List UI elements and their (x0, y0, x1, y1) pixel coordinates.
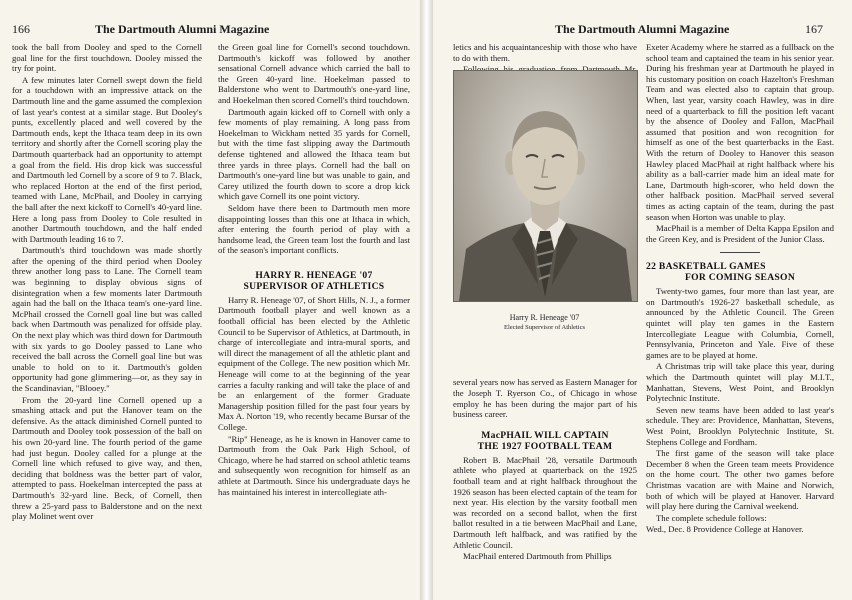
heading-line: THE 1927 FOOTBALL TEAM (477, 440, 613, 452)
page-number: 167 (805, 22, 823, 36)
paragraph: Dartmouth's third touchdown was made shortly after the opening of the third period when Dooley threw another long pass to Lane. The Cornell team was beginning to display obvious signs of disintegration when a few moments later Dartmouth again had the ball on the Ithaca team's one-yard line. McPhail crossed the Cornell goal line but was called back when Dartmouth was penalized for offside play. On the next play which was third down for Dartmouth with six yards to go Dooley passed to Lane who received the ball across the Cornell goal line but was unable to hold on to it. Dartmouth's golden opportunity had gone glimmering—or, as they say in the Scandinavian, "Blooey." (12, 245, 202, 393)
paragraph: the Green goal line for Cornell's second touchdown. Dartmouth's kickoff was followed by another sensational Cornell advance which carried the ball to the Green 40-yard line. Hoekelman passed to Balderstone who went to Dartmouth's one-yard line, and Hoekelman then scored Cornell's third touchdown. (218, 42, 410, 105)
right-page-number (805, 22, 823, 36)
paragraph: Dartmouth again kicked off to Cornell with only a few moments of play remaining. A long pass from Hoekelman to Wickham netted 35 yards for Cornell, but with the time fast slipping away the Dartmouth defense tightened and allowed the Ithaca team but three yards in three plays. Cornell had the ball on Dartmouth's one-yard line but was unable to gain, and Carey utilized the fourth down to score a drop kick which gave Cornell its one point victory. (218, 106, 410, 202)
heneage-portrait-photo (453, 70, 638, 302)
section-divider (720, 252, 760, 253)
paragraph: A Christmas trip will take place this year, during which the Dartmouth quintet will play M.I.T., Manhattan, Stevens, West Point, and Brooklyn Polytechnic Institute. (646, 361, 834, 404)
heneage-heading (218, 270, 410, 292)
paragraph: From the 20-yard line Cornell opened up a smashing attack and put the Hanover team on the defensive. As the attack diminished Cornell punted to Dartmouth and Dooley took possession of the ball on his own 20-yard line. The fourth period of the game had just begun. Dooley called for a plunge at the Cornell line which refused to give way, and then, deciding that boldness was the better part of valor, attempted to pass. Hoekelman intercepted the pass at Dartmouth's 32-yard line. Beck, of Cornell, then threw a 25-yard pass to Balderstone and on the next play Molinet went over (12, 394, 202, 522)
macphail-heading (453, 430, 637, 452)
paragraph: Seven new teams have been added to last year's schedule. They are: Providence, Manhattan, Stevens, West Point, Brooklyn Polytechnic Institute, St. Stephens College and Fordham. (646, 404, 834, 447)
left-page (0, 0, 420, 600)
heading-line: SUPERVISOR OF ATHLETICS (243, 280, 385, 292)
paragraph: letics and his acquaintanceship with those who have to do with them. (453, 42, 637, 63)
heading-line: FOR COMING SEASON (684, 272, 796, 284)
portrait-illustration (454, 71, 637, 301)
heading-line: 22 BASKETBALL GAMES (646, 261, 766, 273)
heading-line: HARRY R. HENEAGE '07 (255, 269, 373, 281)
paragraph: Harry R. Heneage '07, of Short Hills, N. J., a former Dartmouth football player and well known as a football official has been elected by the Athletic Council to be Supervisor of Athletics, at Dartmouth, in charge of intercollegiate and intra-mural sports, and will direct the management of all the athletic plant and equipment of the College. The new position which Mr. Heneage will come to at the beginning of the year carries a faculty ranking and will take the place of and be an enlargement of the former Graduate Managership position filled for the past four years by Max A. Norton '19, who recently became Bursar of the College. (218, 294, 410, 432)
left-column-1 (12, 42, 202, 597)
paragraph: "Rip" Heneage, as he is known in Hanover came to Dartmouth from the Oak Park High School, of Chicago, where he had starred on school athletic teams and subsequently won recognition for himself as an athlete at Dartmouth. Since his undergraduate days he has maintained his interest in intercollegiate ath- (218, 433, 410, 497)
basketball-heading (646, 261, 834, 283)
paragraph: Robert B. MacPhail '28, versatile Dartmouth athlete who played at quarterback on the 1925 football team and at right halfback throughout the 1926 season has been elected captain of the team for next year. His election by the varsity football men was recorded on a second ballot, when the first ballot resulted in a tie between MacPhail and Lane, Dartmouth left halfback, and was ratified by the Athletic Council. (453, 454, 637, 550)
paragraph: Twenty-two games, four more than last year, are on Dartmouth's 1926-27 basketball schedule, as announced by the Athletic Council. The Green quintet will play ten games in the Eastern Intercollegiate League with Columbia, Cornell, Pennsylvania, Princeton and Yale. Five of these games are to be played at home. (646, 286, 834, 360)
photo-caption-title: Elected Supervisor of Athletics (503, 324, 586, 331)
left-running-head: The Dartmouth Alumni Magazine (95, 22, 270, 36)
left-page-number (12, 22, 30, 36)
paragraph: Seldom have there been to Dartmouth men more disappointing losses than this one at Ithaca in which, after entering the fourth period of play with a handsome lead, the Green team lost the fourth and last of the season's important conflicts. (218, 202, 410, 256)
paragraph: A few minutes later Cornell swept down the field for a touchdown with an impressive attack on the Dartmouth line and the game assumed the complexion of last year's contest at a similar stage. But Dooley's punts, excellently placed and well covered by the Dartmouth ends, kept the Ithaca team deep in its own territory and shortly after the Cornell scoring play the Dartmouth quarterback had an opportunity to attempt a goal from the field. His drop kick was successful and Dartmouth led Cornell by a score of 9 to 7. Black, who replaced Horton at the end of the first period, teamed with Lane, McPhail, and Dooley in carrying the ball after the next kickoff to Cornell's 40-yard line. Here a long pass from Dooley to Cole resulted in another Dartmouth touchdown, and the half ended with Dartmouth leading 16 to 7. (12, 74, 202, 244)
page-number: 166 (12, 22, 30, 36)
heading-line: MacPHAIL WILL CAPTAIN (481, 429, 609, 441)
left-column-2 (218, 42, 410, 597)
right-running-head: The Dartmouth Alumni Magazine (555, 22, 730, 36)
paragraph: The first game of the season will take place December 8 when the Green team meets Providence on the home court. The other two games before Christmas vacation are with Maine and Norwich, both of which will be played at Hanover. Harvard will play here during the Carnival weekend. (646, 448, 834, 512)
right-column-2 (646, 42, 834, 597)
paragraph: Exeter Academy where he starred as a fullback on the school team and captained the team in his senior year. During his freshman year at Dartmouth he played in his customary position on coach Hazelton's Freshman Team and was elected also to captain that group. When, last year, varsity coach Hawley, was in dire need of a quarterback to fill the position left vacant by the absence of Dooley and Fallon, MacPhail assumed that position and won recognition for himself as one of the best quarterbacks in the East. With the return of Dooley to Hanover this season Hawley placed MacPhail at right halfback where his ability as a ball-carrier made him an ideal mate for Lane, Dartmouth high-scorer, who held down the other halfback position. MacPhail served several times as acting captain of the team, during the past season when Horton was unable to play. (646, 42, 834, 222)
paragraph: took the ball from Dooley and sped to the Cornell goal line for the first touchdown. Dooley missed the try for point. (12, 42, 202, 74)
paragraph: MacPhail is a member of Delta Kappa Epsilon and the Green Key, and is President of the Junior Class. (646, 223, 834, 244)
paragraph: several years now has served as Eastern Manager for the Joseph T. Ryerson Co., of Chicago in whose employ he has been during the major part of his business career. (453, 377, 637, 420)
schedule-line: Wed., Dec. 8 Providence College at Hanover. (646, 524, 804, 535)
page-gutter (420, 0, 433, 600)
paragraph: The complete schedule follows: (656, 512, 767, 523)
paragraph: MacPhail entered Dartmouth from Phillips (463, 551, 612, 562)
photo-caption-name: Harry R. Heneage '07 (509, 313, 580, 322)
